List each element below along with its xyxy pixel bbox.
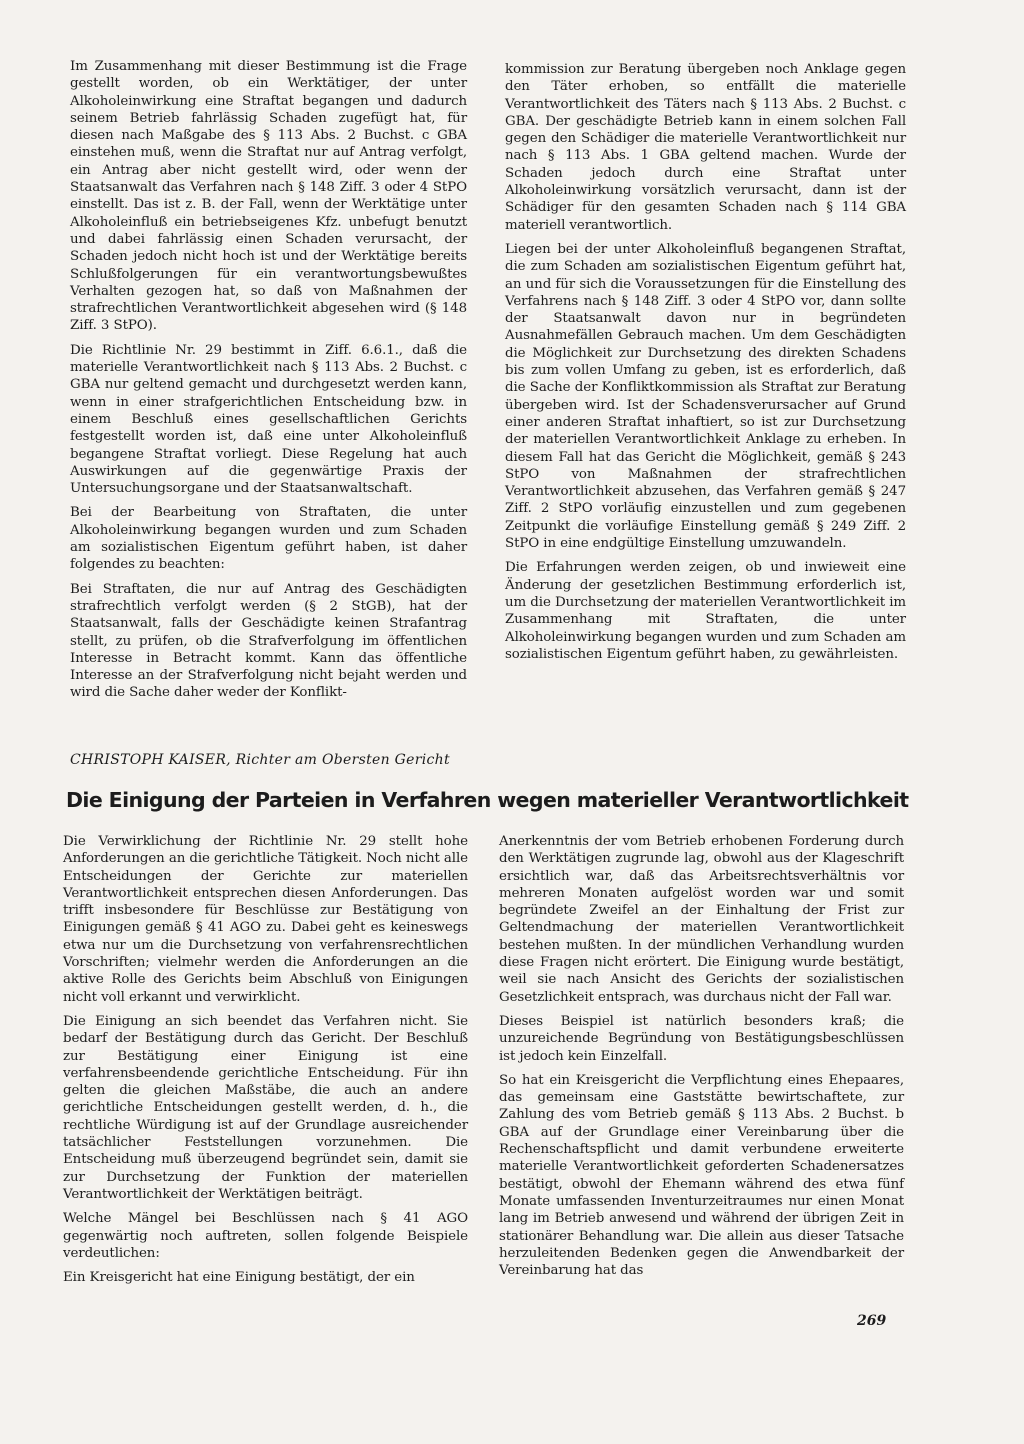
paragraph: Welche Mängel bei Beschlüssen nach § 41 AGO gegenwärtig noch auftreten, sollen folgende Beispiele verdeutlichen: [63,1211,468,1261]
article2-right-column [499,833,904,1286]
paragraph: Dieses Beispiel ist natürlich besonders kraß; die unzureichende Begründung von Bestätigungsbeschlüssen ist jedoch kein Einzelfall. [499,1013,904,1064]
paragraph: Liegen bei der unter Alkoholeinfluß begangenen Straftat, die zum Schaden am sozialistischen Eigentum geführt hat, an und für sich die Voraussetzungen für die Einstellung des Verfahrens nach § 148 Ziff. 3 oder 4 StPO vor, dann sollte der Staatsanwalt davon nur in begründeten Ausnahmefällen Gebrauch machen. Um dem Geschädigten die Möglichkeit zur Durchsetzung des direkten Schadens bis zum vollen Umfang zu geben, ist es erforderlich, daß die Sache der Konfliktkommission als Straftat zur Beratung übergeben wird. Ist der Schadensverursacher auf Grund einer anderen Straftat inhaftiert, so ist zur Durchsetzung der materiellen Verantwortlichkeit Anklage zu erheben. In diesem Fall hat das Gericht die Möglichkeit, gemäß § 243 StPO von Maßnahmen der strafrechtlichen Verantwortlichkeit abzusehen, das Verfahren gemäß § 247 Ziff. 2 StPO vorläufig einzustellen und zum gegebenen Zeitpunkt die vorläufige Einstellung gemäß § 249 Ziff. 2 StPO in eine endgültige Einstellung umzuwandeln. [505,241,906,552]
paragraph: Im Zusammenhang mit dieser Bestimmung ist die Frage gestellt worden, ob ein Werktätiger, der unter Alkoholeinwirkung eine Straftat begangen und dadurch seinem Betrieb fahrlässig Schaden zugefügt hat, für diesen nach Maßgabe des § 113 Abs. 2 Buchst. c GBA einstehen muß, wenn die Straftat nur auf Antrag verfolgt, ein Antrag aber nicht gestellt wird, oder wenn der Staatsanwalt das Verfahren nach § 148 Ziff. 3 oder 4 StPO einstellt. Das ist z. B. der Fall, wenn der Werktätige unter Alkoholeinfluß ein betriebseigenes Kfz. unbefugt benutzt und dabei fahrlässig einen Schaden verursacht, der Schaden jedoch nicht hoch ist und der Werktätige bereits Schlußfolgerungen für ein verantwortungsbewußtes Verhalten gezogen hat, so daß von Maßnahmen der strafrechtlichen Verantwortlichkeit abgesehen wird (§ 148 Ziff. 3 StPO). [70,59,467,334]
article2-left-column [63,833,468,1293]
paragraph: Bei der Bearbeitung von Straftaten, die unter Alkoholeinwirkung begangen wurden und zum Schaden am sozialistischen Eigentum geführt haben, ist daher folgendes zu beachten: [70,505,467,573]
article1-left-column [70,58,467,709]
paragraph: Ein Kreisgericht hat eine Einigung bestätigt, der ein [63,1270,415,1286]
author-byline: CHRISTOPH KAISER, Richter am Obersten Gericht [70,752,450,768]
article1-right-column [505,61,906,670]
paragraph: Die Verwirklichung der Richtlinie Nr. 29 stellt hohe Anforderungen an die gerichtliche Tätigkeit. Noch nicht alle Entscheidungen der Gerichte zur materiellen Verantwortlichkeit entsprechen diesen Anforderungen. Das trifft insbesondere für Beschlüsse zur Bestätigung von Einigungen gemäß § 41 AGO zu. Dabei geht es keineswegs etwa nur um die Durchsetzung von verfahrensrechtlichen Vorschriften; vielmehr werden die Anforderungen an die aktive Rolle des Gerichts beim Abschluß von Einigungen nicht voll erkannt und verwirklicht. [63,834,468,1005]
page-number: 269 [857,1313,887,1329]
paragraph: Die Richtlinie Nr. 29 bestimmt in Ziff. 6.6.1., daß die materielle Verantwortlichkeit nach § 113 Abs. 2 Buchst. c GBA nur geltend gemacht und durchgesetzt werden kann, wenn in einer strafgerichtlichen Entscheidung bzw. in einem Beschluß eines gesellschaftlichen Gerichts festgestellt worden ist, daß eine unter Alkoholeinfluß begangene Straftat vorliegt. Diese Regelung hat auch Auswirkungen auf die gegenwärtige Praxis der Untersuchungsorgane und der Staatsanwaltschaft. [70,342,467,497]
paragraph: Anerkenntnis der vom Betrieb erhobenen Forderung durch den Werktätigen zugrunde lag, obwohl aus der Klageschrift ersichtlich war, daß das Arbeitsrechtsverhältnis vor mehreren Monaten aufgelöst worden war und somit begründete Zweifel an der Einhaltung der Frist zur Geltendmachung der materiellen Verantwortlichkeit bestehen mußten. In der mündlichen Verhandlung wurden diese Fragen nicht erörtert. Die Einigung wurde bestätigt, weil sie nach Ansicht des Gerichts der sozialistischen Gesetzlichkeit entsprach, was durchaus nicht der Fall war. [499,834,904,1005]
paragraph: Die Einigung an sich beendet das Verfahren nicht. Sie bedarf der Bestätigung durch das Gericht. Der Beschluß zur Bestätigung einer Einigung ist eine verfahrensbeendende gerichtliche Entscheidung. Für ihn gelten die gleichen Maßstäbe, die auch an andere gerichtliche Entscheidungen gestellt werden, d. h., die rechtliche Würdigung ist auf der Grundlage ausreichender tatsächlicher Feststellungen vorzunehmen. Die Entscheidung muß überzeugend begründet sein, damit sie zur Durchsetzung der Funktion der materiellen Verantwortlichkeit der Werktätigen beiträgt. [63,1013,468,1202]
paragraph: Bei Straftaten, die nur auf Antrag des Geschädigten strafrechtlich verfolgt werden (§ 2 StGB), hat der Staatsanwalt, falls der Geschädigte keinen Strafantrag stellt, zu prüfen, ob die Strafverfolgung im öffentlichen Interesse in Betracht kommt. Kann das öffentliche Interesse an der Strafverfolgung nicht bejaht werden und wird die Sache daher weder der Konflikt- [70,581,467,701]
article-headline: Die Einigung der Parteien in Verfahren wegen materieller Verantwortlichkeit [66,788,909,812]
paragraph: So hat ein Kreisgericht die Verpflichtung eines Ehepaares, das gemeinsam eine Gaststätte bewirtschaftete, zur Zahlung des vom Betrieb gemäß § 113 Abs. 2 Buchst. b GBA auf der Grundlage einer Vereinbarung über die Rechenschaftspflicht und damit verbundene erweiterte materielle Verantwortlichkeit geforderten Schadenersatzes bestätigt, obwohl der Ehemann während des etwa fünf Monate umfassenden Inventurzeitraumes nur einen Monat lang im Betrieb anwesend und während der übrigen Zeit in stationärer Behandlung war. Die allein aus dieser Tatsache herzuleitenden Bedenken gegen die Anwendbarkeit der Vereinbarung hat das [499,1072,904,1279]
paragraph: kommission zur Beratung übergeben noch Anklage gegen den Täter erhoben, so entfällt die materielle Verantwortlichkeit des Täters nach § 113 Abs. 2 Buchst. c GBA. Der geschädigte Betrieb kann in einem solchen Fall gegen den Schädiger die materielle Verantwortlichkeit nur nach § 113 Abs. 1 GBA geltend machen. Wurde der Schaden jedoch durch eine Straftat unter Alkoholeinwirkung vorsätzlich verursacht, dann ist der Schädiger für den gesamten Schaden nach § 114 GBA materiell verantwortlich. [505,62,906,233]
paragraph: Die Erfahrungen werden zeigen, ob und inwieweit eine Änderung der gesetzlichen Bestimmung erforderlich ist, um die Durchsetzung der materiellen Verantwortlichkeit im Zusammenhang mit Straftaten, die unter Alkoholeinwirkung begangen wurden und zum Schaden am sozialistischen Eigentum geführt haben, zu gewährleisten. [505,560,906,662]
